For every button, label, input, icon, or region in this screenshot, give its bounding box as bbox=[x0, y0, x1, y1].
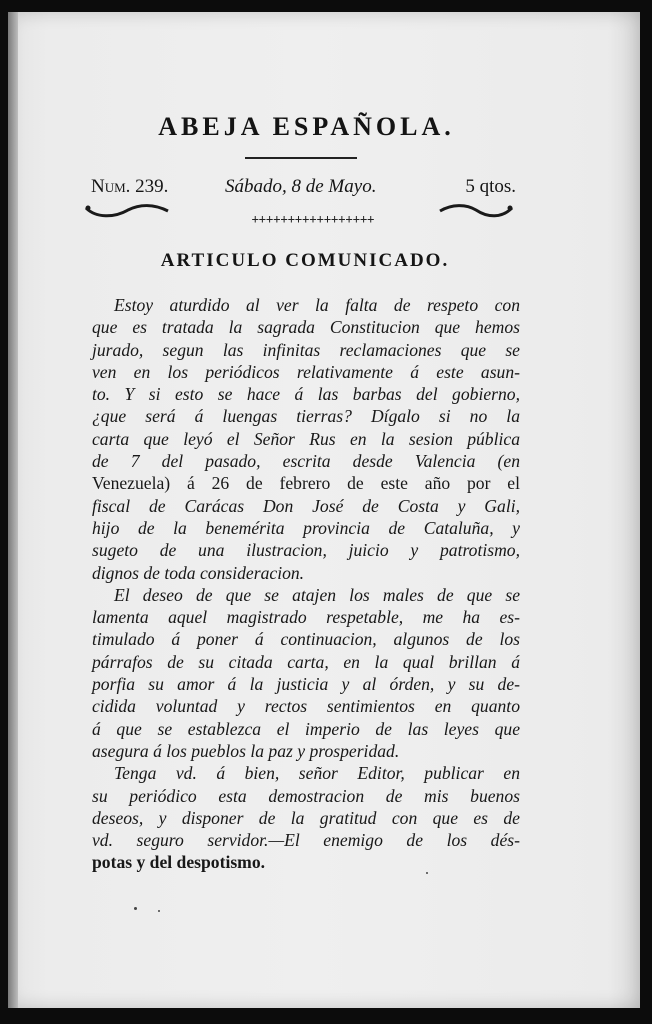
article-line: lamenta aquel magistrado respetable, me ha es- bbox=[92, 607, 520, 628]
article-line: timulado á poner á continuacion, algunos de los bbox=[92, 629, 520, 650]
article-body bbox=[92, 294, 520, 874]
masthead-rule bbox=[245, 157, 357, 159]
article-line: El deseo de que se atajen los males de que se bbox=[114, 584, 520, 605]
article-line: á que se establezca el imperio de las leyes que bbox=[92, 718, 520, 739]
ink-speck bbox=[134, 907, 137, 910]
left-swash-ornament-icon bbox=[84, 202, 170, 220]
section-title: ARTICULO COMUNICADO. bbox=[160, 250, 450, 271]
article-line: su periódico esta demostracion de mis buenos bbox=[92, 785, 520, 806]
ink-speck bbox=[158, 910, 160, 912]
article-line: cidida voluntad y rectos sentimientos en quanto bbox=[92, 696, 520, 717]
article-line: que es tratada la sagrada Constitucion que hemos bbox=[92, 317, 520, 338]
article-line: de 7 del pasado, escrita desde Valencia (en bbox=[92, 451, 520, 472]
issue-number: Num. 239. bbox=[91, 176, 169, 197]
article-line: porfia su amor á la justicia y al órden, y su de- bbox=[92, 674, 520, 695]
article-line: deseos, y disponer de la gratitud con que es de bbox=[92, 807, 520, 828]
article-line: asegura á los pueblos la paz y prosperidad. bbox=[92, 740, 400, 761]
issue-price: 5 qtos. bbox=[465, 176, 516, 197]
page-gutter-shadow bbox=[8, 12, 18, 1008]
article-line: Venezuela) á 26 de febrero de este año por el bbox=[92, 473, 520, 494]
article-line: to. Y si esto se hace á las barbas del gobierno, bbox=[92, 384, 520, 405]
article-line: ¿que será á luengas tierras? Dígalo si no la bbox=[92, 406, 520, 427]
article-line: párrafos de su citada carta, en la qual brillan á bbox=[92, 651, 520, 672]
article-line: vd. seguro servidor.—El enemigo de los dés- bbox=[92, 830, 520, 851]
ink-speck bbox=[426, 872, 428, 874]
article-line: potas y del despotismo. bbox=[92, 852, 266, 873]
issue-line bbox=[91, 176, 516, 204]
article-line: sugeto de una ilustracion, juicio y patrotismo, bbox=[92, 540, 520, 561]
article-line: hijo de la benemérita provincia de Cataluña, y bbox=[92, 517, 520, 538]
star-divider: +++++++++++++++++ bbox=[251, 212, 375, 226]
article-line: Tenga vd. á bien, señor Editor, publicar en bbox=[114, 763, 520, 784]
article-line: ven en los periódicos relativamente á este asun- bbox=[92, 361, 520, 382]
right-swash-ornament-icon bbox=[438, 202, 514, 220]
article-line: dignos de toda consideracion. bbox=[92, 562, 305, 583]
article-line: Estoy aturdido al ver la falta de respeto con bbox=[114, 295, 520, 315]
article-line: carta que leyó el Señor Rus en la sesion pública bbox=[92, 428, 520, 449]
newspaper-page bbox=[8, 12, 640, 1008]
masthead-title: ABEJA ESPAÑOLA. bbox=[158, 112, 455, 141]
issue-date: Sábado, 8 de Mayo. bbox=[225, 176, 377, 197]
article-line: jurado, segun las infinitas reclamaciones que se bbox=[92, 339, 520, 360]
article-line: fiscal de Carácas Don José de Costa y Gali, bbox=[92, 495, 520, 516]
